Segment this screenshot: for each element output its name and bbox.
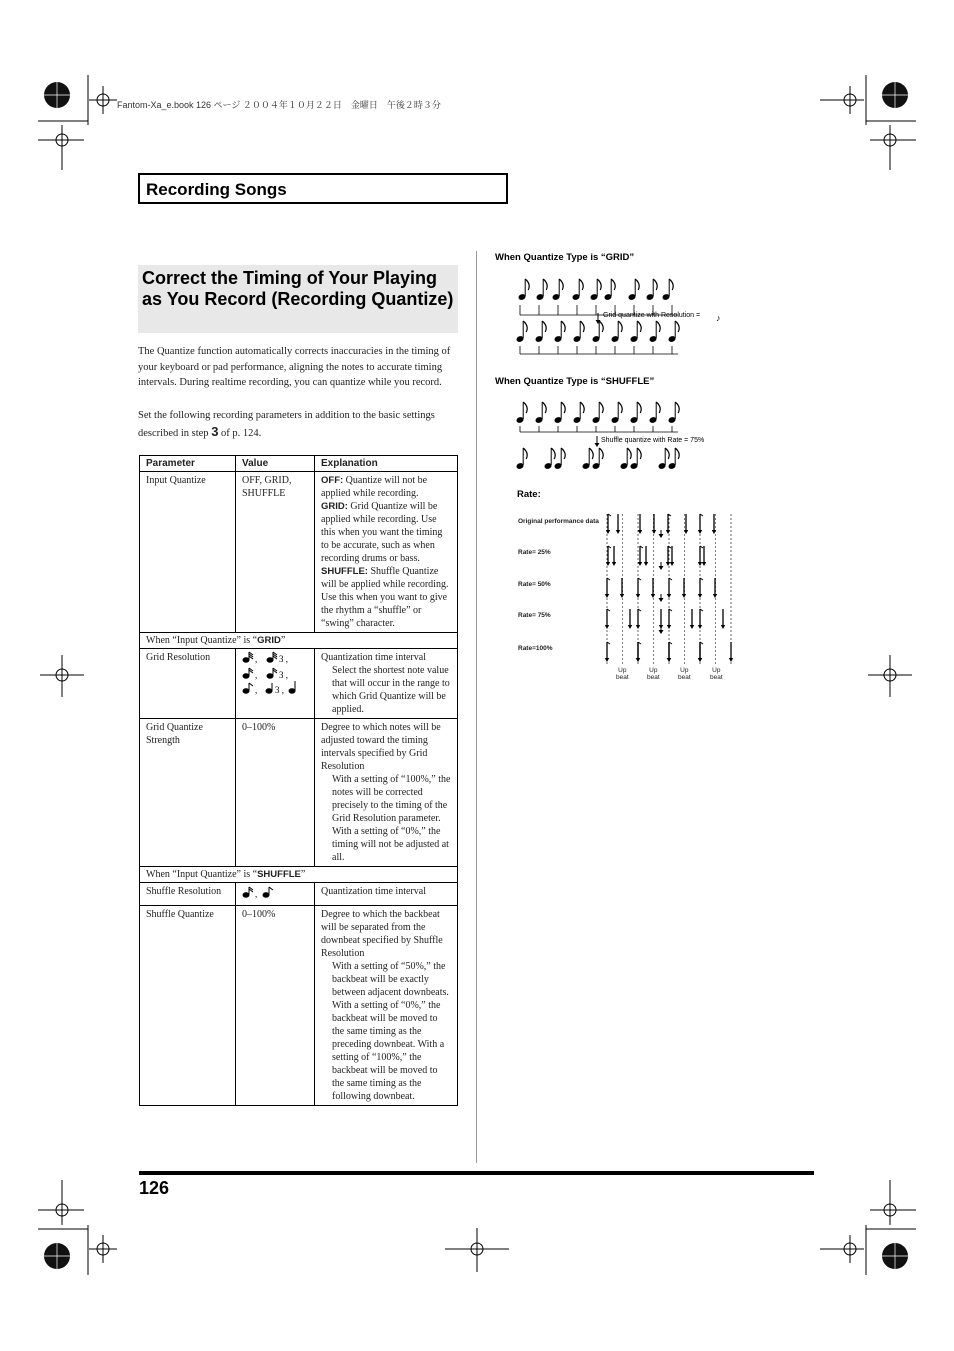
param-name: Shuffle Quantize: [140, 906, 236, 1106]
upbeat-label: Up beat: [616, 667, 629, 681]
timing-marker: [667, 625, 671, 629]
note-flag: [675, 402, 679, 413]
timing-marker: [698, 594, 702, 598]
timing-marker: [690, 625, 694, 629]
param-explanation: Degree to which notes will be adjusted toward the timing intervals specified by Grid Resolution With a setting of “100%,” the notes will be corrected precisely to the timing of the Grid Resolution parameter. With a setting of “0%,” the timing will not be adjusted at all.: [315, 719, 458, 867]
footer-rule: [139, 1171, 814, 1175]
upbeat-label: Up beat: [710, 667, 723, 681]
rate-row-label: Rate=100%: [518, 645, 553, 652]
note-value-icons: [242, 651, 308, 695]
timing-marker: [698, 530, 702, 534]
timing-marker: [702, 562, 706, 566]
timing-marker: [667, 658, 671, 662]
timing-marker: [605, 658, 609, 662]
intro-paragraph-1: The Quantize function automatically corrects inaccuracies in the timing of your keyboard or pad performance, aligning the notes to accurate timing intervals. During realtime recording, you can quantize while you record.: [138, 346, 451, 388]
svg-text:,: ,: [255, 654, 258, 664]
arrow-head: [659, 598, 664, 602]
upbeat-label: Up beat: [678, 667, 691, 681]
table-header-row: [140, 456, 458, 472]
timing-marker: [698, 658, 702, 662]
note-value-icons: [242, 885, 282, 899]
note-flag: [653, 279, 657, 290]
timing-marker: [713, 594, 717, 598]
note-flag: [561, 448, 565, 459]
note-flag: [542, 321, 546, 332]
note-flag: [618, 321, 622, 332]
timing-marker: [651, 594, 655, 598]
timing-marker: [638, 530, 642, 534]
table-span-row: When “Input Quantize” is “SHUFFLE”: [140, 867, 458, 883]
param-value: 0–100%: [236, 906, 315, 1106]
param-name: Input Quantize: [140, 472, 236, 633]
note-flag: [543, 279, 547, 290]
note-flag: [523, 402, 527, 413]
timing-marker: [652, 530, 656, 534]
rate-row-label: Original performance data: [518, 518, 599, 525]
svg-text:,: ,: [255, 685, 258, 695]
parameter-table: [139, 455, 458, 1106]
table-row: [140, 883, 458, 906]
note-flag: [637, 321, 641, 332]
svg-text:3 ,: 3 ,: [279, 654, 288, 664]
note-flag: [580, 321, 584, 332]
timing-marker: [605, 625, 609, 629]
section-heading-box: [138, 173, 508, 204]
arrow-head: [659, 566, 664, 570]
svg-text:3 ,: 3 ,: [279, 670, 288, 680]
eighth-note-glyph: ♪: [716, 313, 721, 323]
timing-marker: [670, 562, 674, 566]
note-flag: [597, 279, 601, 290]
param-value: [236, 883, 315, 906]
rate-title: Rate:: [517, 489, 541, 500]
note-flag: [542, 402, 546, 413]
rate-row-label: Rate= 25%: [518, 549, 551, 556]
section-title: Recording Songs: [146, 180, 287, 199]
note-flag: [559, 279, 563, 290]
note-flag: [589, 448, 593, 459]
page-number: 126: [139, 1178, 170, 1198]
timing-marker: [620, 594, 624, 598]
column-header: Parameter: [140, 456, 236, 472]
param-value: 0–100%: [236, 719, 315, 867]
timing-marker: [698, 562, 702, 566]
svg-text:3 ,: 3 ,: [275, 685, 284, 695]
column-header: Value: [236, 456, 315, 472]
note-flag: [665, 448, 669, 459]
param-value: OFF, GRID, SHUFFLE: [236, 472, 315, 633]
note-flag: [669, 279, 673, 290]
timing-marker: [721, 625, 725, 629]
upbeat-label: Up beat: [647, 667, 660, 681]
timing-marker: [729, 658, 733, 662]
svg-text:,: ,: [255, 889, 258, 899]
note-flag: [599, 321, 603, 332]
note-flag: [561, 402, 565, 413]
note-flag: [675, 321, 679, 332]
timing-marker: [628, 625, 632, 629]
book-header-line: Fantom-Xa_e.book 126 ページ ２００４年１０月２２日 金曜日 午後２時３分: [117, 100, 441, 110]
rate-timing-figure: [600, 512, 740, 667]
page-title-box: [138, 265, 458, 333]
param-explanation: Quantization time interval: [315, 883, 458, 906]
timing-marker: [636, 594, 640, 598]
note-flag: [637, 448, 641, 459]
page-title: Correct the Timing of Your Playing as You Record (Recording Quantize): [142, 268, 454, 309]
note-flag: [579, 279, 583, 290]
timing-marker: [606, 530, 610, 534]
note-flag: [599, 448, 603, 459]
param-name: Grid Quantize Strength: [140, 719, 236, 867]
arrow-head: [659, 630, 664, 634]
timing-marker: [644, 562, 648, 566]
note-flag: [580, 402, 584, 413]
svg-text:,: ,: [255, 670, 258, 680]
param-name: Grid Resolution: [140, 649, 236, 719]
table-row: [140, 472, 458, 633]
table-row: [140, 719, 458, 867]
timing-marker: [698, 625, 702, 629]
note-flag: [656, 321, 660, 332]
note-flag: [561, 321, 565, 332]
arrow-head: [595, 443, 600, 447]
grid-figure-title: When Quantize Type is “GRID”: [495, 252, 635, 263]
note-flag: [523, 448, 527, 459]
timing-marker: [666, 530, 670, 534]
timing-marker: [606, 562, 610, 566]
timing-marker: [682, 594, 686, 598]
column-header: Explanation: [315, 456, 458, 472]
intro-paragraph-2: Set the following recording parameters in addition to the basic settings described in step 3 of p. 124.: [138, 410, 435, 439]
param-value: [236, 649, 315, 719]
rate-row-label: Rate= 75%: [518, 612, 551, 619]
timing-marker: [612, 562, 616, 566]
note-flag: [618, 402, 622, 413]
param-explanation: Quantization time interval Select the shortest note value that will occur in the range to which Grid Quantize will be applied.: [315, 649, 458, 719]
param-explanation: OFF: Quantize will not be applied while recording. GRID: Grid Quantize will be applied while recording. Use this when you want the timing to be accurate, such as when recording drums or bass. SHUFFLE: Shuffle Quantize will be applied while recording. Use this when you want to give the rhythm a “shuffle” or “swing” character.: [315, 472, 458, 633]
table-row: [140, 906, 458, 1106]
timing-marker: [605, 594, 609, 598]
shuffle-figure-title: When Quantize Type is “SHUFFLE”: [495, 376, 655, 387]
step-number: 3: [211, 423, 219, 439]
timing-marker: [667, 594, 671, 598]
table-span-row: When “Input Quantize” is “GRID”: [140, 633, 458, 649]
note-flag: [656, 402, 660, 413]
note-flag: [637, 402, 641, 413]
timing-marker: [636, 658, 640, 662]
note-flag: [611, 279, 615, 290]
note-flag: [635, 279, 639, 290]
timing-marker: [638, 562, 642, 566]
note-flag: [525, 279, 529, 290]
note-flag: [599, 402, 603, 413]
param-name: Shuffle Resolution: [140, 883, 236, 906]
grid-caption: Grid quantize with Resolution =: [603, 312, 701, 319]
param-explanation: Degree to which the backbeat will be separated from the downbeat specified by Shuffle Resolution With a setting of “50%,” the backbeat will be exactly between adjacent downbeats. With a setting of “0%,” the backbeat will be moved to the same timing as the preceding downbeat. With a setting of “100%,” the backbeat will be moved to the same timing as the following downbeat.: [315, 906, 458, 1106]
shuffle-caption: Shuffle quantize with Rate = 75%: [601, 437, 705, 444]
timing-marker: [666, 562, 670, 566]
note-flag: [627, 448, 631, 459]
note-flag: [523, 321, 527, 332]
arrow-head: [659, 534, 664, 538]
timing-marker: [616, 530, 620, 534]
timing-marker: [636, 625, 640, 629]
table-row: [140, 649, 458, 719]
note-flag: [551, 448, 555, 459]
column-divider: [476, 251, 477, 1163]
rate-row-label: Rate= 50%: [518, 581, 551, 588]
note-flag: [675, 448, 679, 459]
